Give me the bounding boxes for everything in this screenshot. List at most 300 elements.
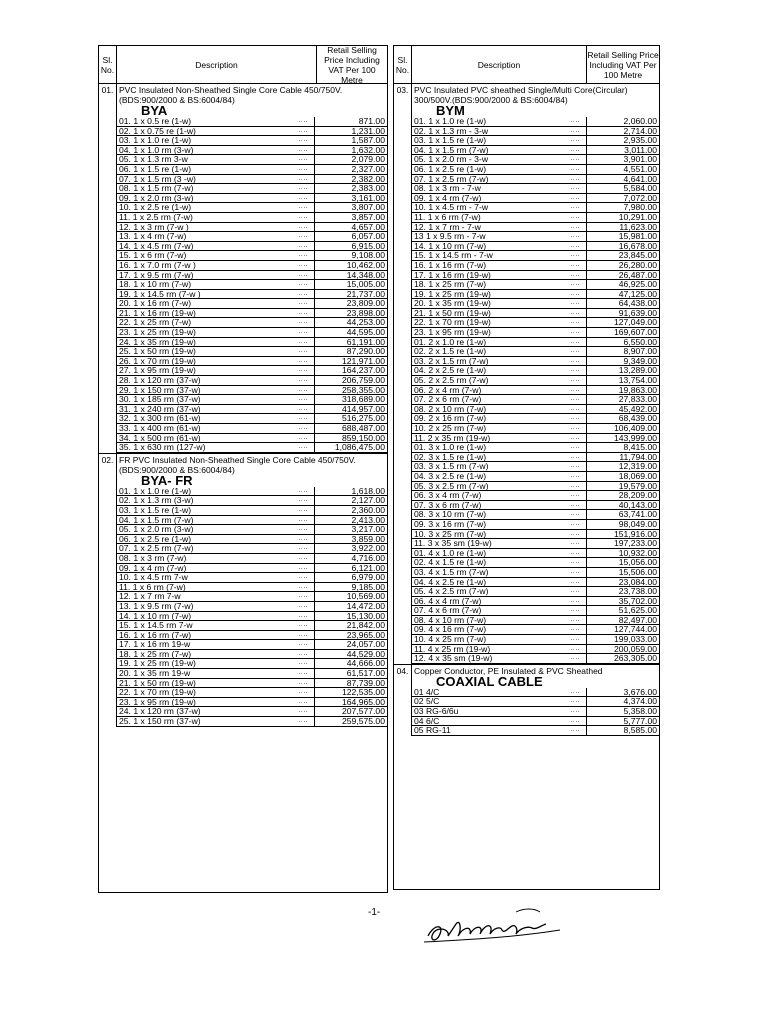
item-price: 1,231.00 xyxy=(314,127,387,136)
leader-dots: .. .. xyxy=(298,405,308,412)
item-price: 40,143.00 xyxy=(586,501,659,510)
item-price: 516,275.00 xyxy=(314,414,387,423)
item-description: 12. 1 x 7 rm - 7-w xyxy=(414,222,481,232)
item-description: 02. 1 x 1.3 rm - 3-w xyxy=(414,126,489,136)
item-price: 26,280.00 xyxy=(586,261,659,270)
table-row xyxy=(412,290,659,300)
item-price: 2,060.00 xyxy=(586,117,659,126)
table-row xyxy=(412,587,659,597)
leader-dots: .. .. xyxy=(570,271,580,278)
item-description: 03. 1 x 1.0 re (1-w) xyxy=(119,136,192,145)
table-row xyxy=(412,347,659,357)
item-price: 1,086,475.00 xyxy=(314,443,387,452)
item-price: 4,641.00 xyxy=(586,175,659,184)
leader-dots: .. .. xyxy=(570,588,580,595)
table-row xyxy=(117,318,387,328)
section-number: 01. xyxy=(99,84,117,453)
item-description: 02. 1 x 0.75 re (1-w) xyxy=(119,126,196,136)
leader-dots: .. .. xyxy=(298,415,308,422)
table-row xyxy=(412,117,659,127)
leader-dots: .. .. xyxy=(570,137,580,144)
item-description: 04. 2 x 2.5 re (1-w) xyxy=(414,366,487,376)
table-row xyxy=(117,564,387,574)
item-price: 6,057.00 xyxy=(314,232,387,241)
item-price: 3,217.00 xyxy=(314,525,387,534)
item-description: 14. 1 x 10 rm (7-w) xyxy=(414,241,487,251)
item-price: 82,497.00 xyxy=(586,616,659,625)
item-price: 414,957.00 xyxy=(314,405,387,414)
table-row xyxy=(117,338,387,348)
leader-dots: .. .. xyxy=(298,309,308,316)
table-row xyxy=(412,688,659,698)
leader-dots: .. .. xyxy=(298,631,308,638)
leader-dots: .. .. xyxy=(570,482,580,489)
item-description: 08. 1 x 3 rm (7-w) xyxy=(119,553,187,563)
table-row xyxy=(412,616,659,626)
table-row xyxy=(117,117,387,127)
table-row xyxy=(117,376,387,386)
item-description: 01 4/C xyxy=(414,687,440,697)
item-description: 14. 1 x 10 rm (7-w) xyxy=(119,611,192,621)
item-description: 21. 1 x 16 rm (19-w) xyxy=(119,308,196,318)
leader-dots: .. .. xyxy=(570,520,580,527)
table-row xyxy=(117,290,387,300)
table-row xyxy=(117,573,387,583)
section-title: Copper Conductor, PE Insulated & PVC Sheathed xyxy=(414,665,603,676)
table-row xyxy=(117,496,387,506)
item-price: 26,487.00 xyxy=(586,271,659,280)
item-price: 23,738.00 xyxy=(586,587,659,596)
item-description: 13. 1 x 4 rm (7-w) xyxy=(119,232,187,241)
leader-dots: .. .. xyxy=(570,281,580,288)
item-price: 98,049.00 xyxy=(586,520,659,529)
item-price: 15,130.00 xyxy=(314,612,387,621)
item-price: 10,462.00 xyxy=(314,261,387,270)
table-row xyxy=(117,414,387,424)
leader-dots: .. .. xyxy=(298,175,308,182)
leader-dots: .. .. xyxy=(570,194,580,201)
leader-dots: .. .. xyxy=(570,568,580,575)
item-description: 08. 1 x 3 rm - 7-w xyxy=(414,184,481,193)
table-row xyxy=(412,443,659,453)
table-row xyxy=(412,146,659,156)
leader-dots: .. .. xyxy=(298,516,308,523)
item-description: 02. 4 x 1.5 re (1-w) xyxy=(414,558,487,567)
section-number: 04. xyxy=(394,665,412,736)
leader-dots: .. .. xyxy=(298,574,308,581)
leader-dots: .. .. xyxy=(298,670,308,677)
item-description: 26. 1 x 70 rm (19-w) xyxy=(119,356,196,366)
table-row xyxy=(412,606,659,616)
item-price: 169,607.00 xyxy=(586,328,659,337)
item-price: 45,492.00 xyxy=(586,405,659,414)
item-price: 63,741.00 xyxy=(586,510,659,519)
item-description: 11. 1 x 2.5 rm (7-w) xyxy=(119,212,193,222)
table-row xyxy=(117,146,387,156)
table-row xyxy=(412,530,659,540)
item-description: 23. 1 x 95 rm (19-w) xyxy=(119,697,196,707)
leader-dots: .. .. xyxy=(298,396,308,403)
header-sl-no: Sl. No. xyxy=(99,46,117,83)
item-description: 10. 1 x 2.5 re (1-w) xyxy=(119,203,192,212)
table-row xyxy=(117,650,387,660)
leader-dots: .. .. xyxy=(570,309,580,316)
table-row xyxy=(412,155,659,165)
item-price: 122,535.00 xyxy=(314,688,387,697)
item-description: 10. 4 x 25 rm (7-w) xyxy=(414,635,487,644)
item-price: 44,595.00 xyxy=(314,328,387,337)
item-price: 35,702.00 xyxy=(586,597,659,606)
item-price: 23,845.00 xyxy=(586,251,659,260)
cable-type-name: COAXIAL CABLE xyxy=(436,673,543,689)
table-row xyxy=(412,318,659,328)
leader-dots: .. .. xyxy=(570,213,580,220)
leader-dots: .. .. xyxy=(298,127,308,134)
table-row xyxy=(117,640,387,650)
item-description: 20. 1 x 35 rm (19-w) xyxy=(414,299,491,308)
leader-dots: .. .. xyxy=(570,348,580,355)
item-description: 22. 1 x 25 rm (7-w) xyxy=(119,318,192,328)
item-price: 318,689.00 xyxy=(314,395,387,404)
leader-dots: .. .. xyxy=(298,329,308,336)
section-title: PVC Insulated Non-Sheathed Single Core Cable 450/750V. (BDS:900/2000 & BS:6004/84) xyxy=(119,85,343,105)
table-row xyxy=(412,654,659,664)
item-description: 03 RG-6/6u xyxy=(414,707,459,716)
leader-dots: .. .. xyxy=(298,300,308,307)
table-row xyxy=(117,631,387,641)
leader-dots: .. .. xyxy=(570,425,580,431)
price-table-right xyxy=(393,45,660,890)
leader-dots: .. .. xyxy=(298,698,308,705)
table-row xyxy=(412,184,659,194)
table-row xyxy=(412,549,659,559)
leader-dots: .. .. xyxy=(298,290,308,297)
table-row xyxy=(117,213,387,223)
leader-dots: .. .. xyxy=(298,425,308,431)
leader-dots: .. .. xyxy=(570,540,580,547)
table-row xyxy=(117,242,387,252)
item-price: 206,759.00 xyxy=(314,376,387,385)
item-price: 859,150.00 xyxy=(314,434,387,443)
item-price: 8,585.00 xyxy=(586,726,659,735)
item-description: 07. 2 x 6 rm (7-w) xyxy=(414,395,482,404)
leader-dots: .. .. xyxy=(570,377,580,384)
item-price: 9,349.00 xyxy=(586,357,659,366)
table-row xyxy=(117,535,387,545)
section-number: 02. xyxy=(99,454,117,727)
item-price: 5,584.00 xyxy=(586,184,659,193)
item-description: 12. 1 x 7 rm 7-w xyxy=(119,592,181,601)
item-price: 4,374.00 xyxy=(586,697,659,706)
item-price: 15,056.00 xyxy=(586,558,659,567)
item-description: 13 1 x 9.5 rm - 7-w xyxy=(414,232,486,241)
leader-dots: .. .. xyxy=(298,165,308,172)
leader-dots: .. .. xyxy=(570,636,580,643)
item-description: 10. 2 x 25 rm (7-w) xyxy=(414,424,487,433)
leader-dots: .. .. xyxy=(570,329,580,336)
item-description: 16. 1 x 16 rm (7-w) xyxy=(119,630,192,640)
table-row xyxy=(117,612,387,622)
item-description: 03. 4 x 1.5 rm (7-w) xyxy=(414,567,489,577)
table-row xyxy=(412,453,659,463)
item-price: 1,618.00 xyxy=(314,487,387,496)
leader-dots: .. .. xyxy=(570,511,580,518)
item-price: 10,932.00 xyxy=(586,549,659,558)
item-price: 4,551.00 xyxy=(586,165,659,174)
item-price: 21,842.00 xyxy=(314,621,387,630)
item-price: 1,587.00 xyxy=(314,136,387,145)
item-price: 23,965.00 xyxy=(314,631,387,640)
table-row xyxy=(117,405,387,415)
table-row xyxy=(117,679,387,689)
item-price: 2,079.00 xyxy=(314,155,387,164)
item-description: 05. 1 x 2.0 rm (3-w) xyxy=(119,525,194,534)
leader-dots: .. .. xyxy=(570,233,580,240)
item-description: 03. 1 x 1.5 re (1-w) xyxy=(414,136,487,145)
section-title: FR PVC Insulated Non-Sheathed Single Core Cable 450/750V. (BDS:900/2000 & BS:6004/84) xyxy=(119,454,356,475)
table-row xyxy=(117,592,387,602)
item-description: 30. 1 x 185 rm (37-w) xyxy=(119,395,201,404)
leader-dots: .. .. xyxy=(298,271,308,278)
item-price: 263,305.00 xyxy=(586,654,659,663)
leader-dots: .. .. xyxy=(570,386,580,393)
item-description: 19. 1 x 14.5 rm (7-w ) xyxy=(119,289,201,299)
item-description: 19. 1 x 25 rm (19-w) xyxy=(414,289,491,299)
leader-dots: .. .. xyxy=(298,357,308,364)
item-price: 151,916.00 xyxy=(586,530,659,539)
item-price: 3,807.00 xyxy=(314,203,387,212)
item-price: 7,072.00 xyxy=(586,194,659,203)
leader-dots: .. .. xyxy=(298,506,308,513)
item-price: 258,355.00 xyxy=(314,386,387,395)
item-price: 19,863.00 xyxy=(586,386,659,395)
item-price: 2,935.00 xyxy=(586,136,659,145)
item-price: 27,833.00 xyxy=(586,395,659,404)
leader-dots: .. .. xyxy=(570,530,580,537)
leader-dots: .. .. xyxy=(570,204,580,211)
item-price: 46,925.00 xyxy=(586,280,659,289)
section xyxy=(394,665,659,736)
table-row xyxy=(117,366,387,376)
section xyxy=(394,84,659,665)
table-row xyxy=(412,261,659,271)
header-description: Description xyxy=(117,46,317,83)
leader-dots: .. .. xyxy=(298,137,308,144)
header-price: Retail Selling Price Including VAT Per 100 Metre xyxy=(587,49,659,80)
table-row xyxy=(412,510,659,520)
leader-dots: .. .. xyxy=(298,535,308,542)
item-price: 44,666.00 xyxy=(314,659,387,668)
leader-dots: .. .. xyxy=(298,233,308,240)
item-description: 03. 1 x 1.5 re (1-w) xyxy=(119,505,192,515)
item-price: 8,907.00 xyxy=(586,347,659,356)
item-description: 04. 3 x 2.5 re (1-w) xyxy=(414,471,487,481)
table-row xyxy=(117,203,387,213)
leader-dots: .. .. xyxy=(570,175,580,182)
item-description: 01. 1 x 0.5 re (1-w) xyxy=(119,117,192,126)
leader-dots: .. .. xyxy=(570,396,580,403)
item-price: 4,716.00 xyxy=(314,554,387,563)
leader-dots: .. .. xyxy=(298,146,308,153)
item-price: 51,625.00 xyxy=(586,606,659,615)
item-price: 3,859.00 xyxy=(314,535,387,544)
table-row xyxy=(117,602,387,612)
item-price: 259,575.00 xyxy=(314,717,387,726)
item-price: 3,857.00 xyxy=(314,213,387,222)
item-price: 11,794.00 xyxy=(586,453,659,462)
leader-dots: .. .. xyxy=(570,616,580,623)
table-row xyxy=(117,347,387,357)
item-price: 91,639.00 xyxy=(586,309,659,318)
leader-dots: .. .. xyxy=(298,602,308,609)
table-row xyxy=(412,271,659,281)
leader-dots: .. .. xyxy=(298,526,308,533)
table-row xyxy=(117,669,387,679)
table-row xyxy=(412,697,659,707)
item-description: 10. 3 x 25 rm (7-w) xyxy=(414,529,487,539)
item-description: 12. 1 x 3 rm (7-w ) xyxy=(119,222,189,232)
item-price: 2,714.00 xyxy=(586,127,659,136)
handwritten-signature xyxy=(420,900,565,950)
table-row xyxy=(117,659,387,669)
table-row xyxy=(117,717,387,727)
item-description: 07. 4 x 6 rm (7-w) xyxy=(414,606,482,615)
item-description: 07. 1 x 2.5 rm (7-w) xyxy=(119,544,194,553)
item-description: 01. 4 x 1.0 re (1-w) xyxy=(414,548,487,558)
leader-dots: .. .. xyxy=(570,185,580,192)
item-price: 61,517.00 xyxy=(314,669,387,678)
table-row xyxy=(412,501,659,511)
leader-dots: .. .. xyxy=(570,261,580,268)
leader-dots: .. .. xyxy=(298,434,308,441)
cable-type-name: BYA xyxy=(141,103,168,118)
table-row xyxy=(412,280,659,290)
item-description: 11. 4 x 25 rm (19-w) xyxy=(414,644,491,654)
item-description: 04. 1 x 1.0 rm (3-w) xyxy=(119,145,194,155)
item-description: 05. 4 x 2.5 rm (7-w) xyxy=(414,587,489,596)
leader-dots: .. .. xyxy=(298,194,308,201)
table-row xyxy=(412,309,659,319)
item-description: 03. 2 x 1.5 rm (7-w) xyxy=(414,356,489,366)
leader-dots: .. .. xyxy=(298,545,308,552)
item-price: 15,506.00 xyxy=(586,568,659,577)
item-description: 22. 1 x 70 rm (19-w) xyxy=(414,318,491,328)
item-price: 127,744.00 xyxy=(586,625,659,634)
header-description: Description xyxy=(412,46,587,83)
table-row xyxy=(412,462,659,472)
item-price: 106,409.00 xyxy=(586,424,659,433)
item-price: 2,327.00 xyxy=(314,165,387,174)
item-description: 20. 1 x 35 rm 19-w xyxy=(119,669,191,678)
table-row xyxy=(412,136,659,146)
table-row xyxy=(412,491,659,501)
leader-dots: .. .. xyxy=(298,583,308,590)
leader-dots: .. .. xyxy=(298,554,308,561)
item-description: 18. 1 x 25 rm (7-w) xyxy=(414,280,487,289)
table-row xyxy=(117,487,387,497)
table-row xyxy=(117,554,387,564)
item-description: 09. 4 x 16 rm (7-w) xyxy=(414,625,487,635)
item-description: 09. 1 x 2.0 rm (3-w) xyxy=(119,193,194,203)
item-price: 24,057.00 xyxy=(314,640,387,649)
item-price: 4,657.00 xyxy=(314,223,387,232)
item-description: 28. 1 x 120 rm (37-w) xyxy=(119,376,201,385)
table-row xyxy=(412,232,659,242)
item-description: 21. 1 x 50 rm (19-w) xyxy=(119,678,196,688)
leader-dots: .. .. xyxy=(570,242,580,249)
leader-dots: .. .. xyxy=(570,597,580,604)
leader-dots: .. .. xyxy=(570,357,580,364)
item-price: 200,059.00 xyxy=(586,645,659,654)
item-description: 07. 1 x 2.5 rm (7-w) xyxy=(414,174,489,184)
table-row xyxy=(117,175,387,185)
leader-dots: .. .. xyxy=(570,223,580,230)
table-row xyxy=(117,299,387,309)
table-row xyxy=(117,506,387,516)
leader-dots: .. .. xyxy=(570,645,580,652)
item-price: 21,737.00 xyxy=(314,290,387,299)
leader-dots: .. .. xyxy=(570,578,580,585)
item-description: 11. 2 x 35 rm (19-w) xyxy=(414,433,491,443)
item-description: 02. 3 x 1.5 re (1-w) xyxy=(414,452,487,462)
leader-dots: .. .. xyxy=(570,434,580,441)
leader-dots: .. .. xyxy=(570,501,580,508)
item-description: 08. 2 x 10 rm (7-w) xyxy=(414,404,487,414)
leader-dots: .. .. xyxy=(298,367,308,374)
item-price: 28,209.00 xyxy=(586,491,659,500)
table-row xyxy=(117,155,387,165)
table-row xyxy=(412,520,659,530)
item-description: 09. 1 x 4 rm (7-w) xyxy=(414,193,482,203)
item-description: 18. 1 x 10 rm (7-w) xyxy=(119,280,192,289)
leader-dots: .. .. xyxy=(298,718,308,725)
item-description: 14. 1 x 4.5 rm (7-w) xyxy=(119,241,194,251)
item-description: 19. 1 x 25 rm (19-w) xyxy=(119,659,196,669)
leader-dots: .. .. xyxy=(298,708,308,715)
table-row xyxy=(412,539,659,549)
leader-dots: .. .. xyxy=(570,156,580,163)
leader-dots: .. .. xyxy=(570,688,580,695)
item-description: 09. 3 x 16 rm (7-w) xyxy=(414,519,487,529)
item-description: 04 6/C xyxy=(414,716,440,726)
item-description: 01. 1 x 1.0 re (1-w) xyxy=(119,486,192,496)
leader-dots: .. .. xyxy=(298,386,308,393)
table-row xyxy=(412,386,659,396)
leader-dots: .. .. xyxy=(570,415,580,422)
item-price: 23,898.00 xyxy=(314,309,387,318)
item-price: 11,623.00 xyxy=(586,223,659,232)
table-row xyxy=(117,707,387,717)
table-row xyxy=(412,328,659,338)
item-description: 34. 1 x 500 rm (61-w) xyxy=(119,433,201,443)
item-description: 05. 1 x 1.3 rm 3-w xyxy=(119,155,188,164)
leader-dots: .. .. xyxy=(298,338,308,345)
item-description: 04. 1 x 1.5 rm (7-w) xyxy=(119,515,194,525)
item-price: 64,438.00 xyxy=(586,299,659,308)
leader-dots: .. .. xyxy=(298,650,308,657)
item-description: 13. 1 x 9.5 rm (7-w) xyxy=(119,601,194,611)
table-row xyxy=(117,357,387,367)
item-description: 20. 1 x 16 rm (7-w) xyxy=(119,299,192,308)
table-row xyxy=(117,127,387,137)
item-price: 164,237.00 xyxy=(314,366,387,375)
leader-dots: .. .. xyxy=(298,261,308,268)
item-price: 10,291.00 xyxy=(586,213,659,222)
item-description: 22. 1 x 70 rm (19-w) xyxy=(119,688,196,697)
item-description: 16. 1 x 7.0 rm (7-w ) xyxy=(119,260,196,270)
item-price: 5,777.00 xyxy=(586,717,659,726)
item-description: 18. 1 x 25 rm (7-w) xyxy=(119,649,192,659)
